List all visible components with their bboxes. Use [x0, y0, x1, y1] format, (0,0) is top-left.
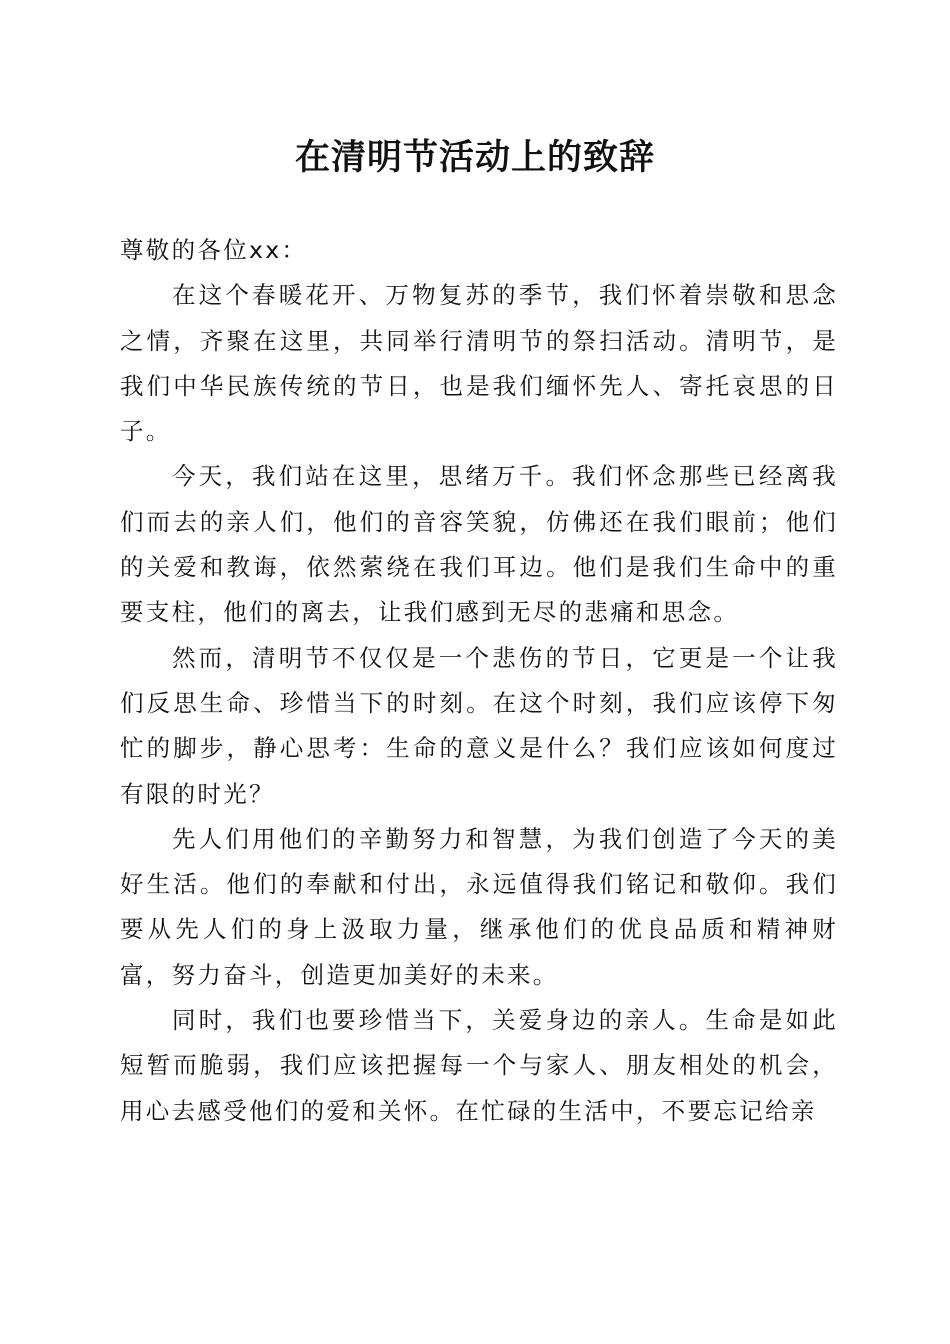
- paragraph: 同时，我们也要珍惜当下，关爱身边的亲人。生命是如此短暂而脆弱，我们应该把握每一个与家人、朋友相处的机会，用心去感受他们的爱和关怀。在忙碌的生活中，不要忘记给亲: [120, 1006, 838, 1125]
- document-body: [120, 228, 838, 1134]
- paragraph: 今天，我们站在这里，思绪万千。我们怀念那些已经离我们而去的亲人们，他们的音容笑貌，仿佛还在我们眼前；他们的关爱和教诲，依然萦绕在我们耳边。他们是我们生命中的重要支柱，他们的离去，让我们感到无尽的悲痛和思念。: [120, 462, 838, 627]
- paragraph: 先人们用他们的辛勤努力和智慧，为我们创造了今天的美好生活。他们的奉献和付出，永远值得我们铭记和敬仰。我们要从先人们的身上汲取力量，继承他们的优良品质和精神财富，努力奋斗，创造更加美好的未来。: [120, 824, 838, 989]
- salutation: 尊敬的各位xx：: [120, 236, 308, 264]
- paragraph: 然而，清明节不仅仅是一个悲伤的节日，它更是一个让我们反思生命、珍惜当下的时刻。在这个时刻，我们应该停下匆忙的脚步，静心思考：生命的意义是什么？我们应该如何度过有限的时光？: [120, 643, 838, 808]
- document-title: 在清明节活动上的致辞: [294, 137, 655, 178]
- paragraph: 在这个春暖花开、万物复苏的季节，我们怀着崇敬和思念之情，齐聚在这里，共同举行清明节的祭扫活动。清明节，是我们中华民族传统的节日，也是我们缅怀先人、寄托哀思的日子。: [120, 281, 838, 446]
